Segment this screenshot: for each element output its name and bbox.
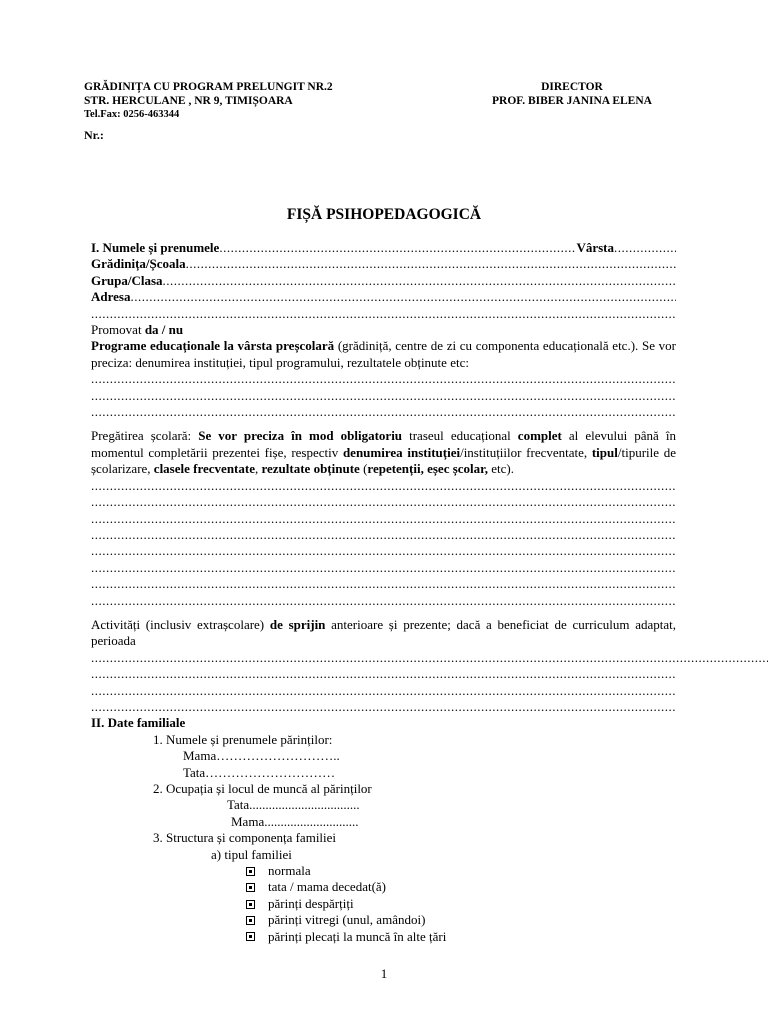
programs-answer-line [91, 388, 676, 404]
programs-answer-line [91, 404, 676, 420]
group-line [91, 273, 676, 289]
prep-bold: clasele frecventate [153, 461, 255, 477]
prep-text: Pregătirea școlară: [91, 428, 199, 444]
prep-answer-line [91, 511, 676, 527]
group-field[interactable] [163, 273, 676, 289]
age-label: Vârsta [576, 240, 614, 255]
act-bold: de sprijin [269, 616, 326, 632]
act-field[interactable] [91, 683, 676, 699]
address-field-extra[interactable] [91, 306, 676, 322]
prep-answer-line [91, 576, 676, 592]
parents-occupation-item: 2. Ocupația și locul de muncă al părinților [153, 781, 372, 796]
checkbox-icon[interactable] [246, 932, 255, 941]
prep-answer-line [91, 593, 676, 609]
director-label: DIRECTOR [541, 81, 603, 93]
act-text: Activități (inclusiv extrașcolare) [91, 616, 270, 632]
name-age-line [91, 240, 676, 256]
promoted-label: Promovat [91, 322, 145, 338]
name-field[interactable] [219, 240, 576, 256]
address-continuation-line [91, 306, 676, 322]
act-field[interactable] [91, 699, 676, 715]
prep-bold: Se vor preciza în mod obligatoriu [198, 428, 403, 444]
school-preparation-paragraph [91, 428, 676, 477]
institution-telfax: Tel.Fax: 0256-463344 [84, 109, 180, 120]
checkbox-icon[interactable] [246, 900, 255, 909]
prep-text: ( [359, 461, 368, 477]
act-answer-line [91, 699, 676, 715]
family-option[interactable] [91, 929, 676, 945]
programs-field[interactable] [91, 388, 676, 404]
father-name-field[interactable]: Tata………………………… [183, 764, 336, 780]
prep-text: , [254, 461, 262, 477]
family-option[interactable] [91, 896, 676, 912]
prep-field[interactable] [91, 560, 676, 576]
prep-bold: denumirea instituției [342, 444, 461, 460]
option-label: părinți plecați la muncă în alte țări [268, 928, 447, 944]
act-field[interactable] [91, 666, 676, 682]
parents-names-item: 1. Numele și prenumele părinților: [153, 731, 333, 747]
school-line [91, 256, 676, 272]
institution-address: STR. HERCULANE , NR 9, TIMIȘOARA [84, 95, 293, 107]
school-field[interactable] [186, 256, 676, 272]
header-director-block [492, 80, 652, 108]
page-number: 1 [380, 966, 388, 981]
option-label: tata / mama decedat(ă) [268, 879, 387, 895]
age-field[interactable] [614, 240, 676, 256]
prep-text: traseul educațional [402, 428, 518, 444]
act-answer-line [91, 666, 676, 682]
prep-text: etc). [487, 461, 514, 477]
prep-answer-line [91, 560, 676, 576]
prep-answer-line [91, 527, 676, 543]
prep-bold: complet [517, 428, 562, 444]
family-type-subitem: a) tipul familiei [211, 846, 292, 862]
prep-answer-line [91, 478, 676, 494]
programs-text: (grădiniță, centre de zi cu componenta educațională etc.). Se vor preciza: denumirea instituției, tipul programului, rezultatele obținute etc: [91, 338, 676, 370]
registration-number-label: Nr.: [84, 128, 104, 142]
prep-field[interactable] [91, 543, 676, 559]
promoted-line [91, 322, 676, 338]
form-body [91, 240, 676, 945]
prep-field[interactable] [91, 593, 676, 609]
family-option[interactable] [91, 912, 676, 928]
option-label: normala [268, 863, 311, 879]
prep-text: /tipurile de școlarizare, [91, 444, 676, 477]
option-label: părinți vitregi (unul, amândoi) [268, 912, 426, 928]
family-structure-item: 3. Structura și componența familiei [153, 830, 337, 846]
prep-field[interactable] [91, 527, 676, 543]
family-option[interactable] [91, 863, 676, 879]
act-text: anterioare și prezente; dacă a beneficiat de curriculum adaptat, perioada [91, 616, 677, 649]
prep-answer-line [91, 543, 676, 559]
mother-occupation-field[interactable]: Mama............................. [231, 813, 359, 829]
programs-field[interactable] [91, 404, 676, 420]
address-label: Adresa [91, 289, 131, 305]
header-institution-block [84, 80, 333, 122]
support-activities-paragraph [91, 617, 676, 666]
prep-text: al elevului până în momentul completării prezentei fișe, respectiv [91, 428, 676, 460]
programs-heading: Programe educaționale la vârsta preșcolară [91, 338, 335, 354]
family-option[interactable] [91, 879, 676, 895]
prep-field[interactable] [91, 494, 676, 510]
checkbox-icon[interactable] [246, 867, 255, 876]
name-label: I. Numele și prenumele [91, 240, 220, 255]
address-line [91, 289, 676, 305]
prep-answer-line [91, 494, 676, 510]
father-occupation-field[interactable]: Tata.................................. [227, 797, 360, 813]
checkbox-icon[interactable] [246, 916, 255, 925]
programs-paragraph [91, 338, 676, 371]
mother-name-field[interactable]: Mama……………………….. [183, 748, 340, 764]
prep-field[interactable] [91, 478, 676, 494]
prep-bold: tipul [591, 444, 618, 460]
page-title: FIȘĂ PSIHOPEDAGOGICĂ [286, 206, 482, 223]
prep-field[interactable] [91, 576, 676, 592]
director-name: PROF. BIBER JANINA ELENA [492, 95, 652, 107]
prep-field[interactable] [91, 511, 676, 527]
programs-field[interactable] [91, 371, 676, 387]
option-label: părinți despărțiți [268, 895, 354, 911]
act-answer-line [91, 683, 676, 699]
prep-bold: rezultate obținute [261, 461, 360, 477]
checkbox-icon[interactable] [246, 883, 255, 892]
institution-name: GRĂDINIȚA CU PROGRAM PRELUNGIT NR.2 [84, 81, 333, 93]
address-field[interactable] [130, 289, 676, 305]
section2-heading: II. Date familiale [91, 715, 186, 731]
group-label: Grupa/Clasa [91, 272, 163, 288]
promoted-value[interactable]: da / nu [144, 322, 184, 338]
school-label: Grădinița/Școala [91, 256, 186, 272]
programs-answer-line [91, 371, 676, 387]
act-field[interactable] [91, 650, 768, 665]
prep-bold: repetenții, eșec școlar, [367, 461, 488, 477]
prep-text: /instituțiilor frecventate, [460, 444, 592, 460]
